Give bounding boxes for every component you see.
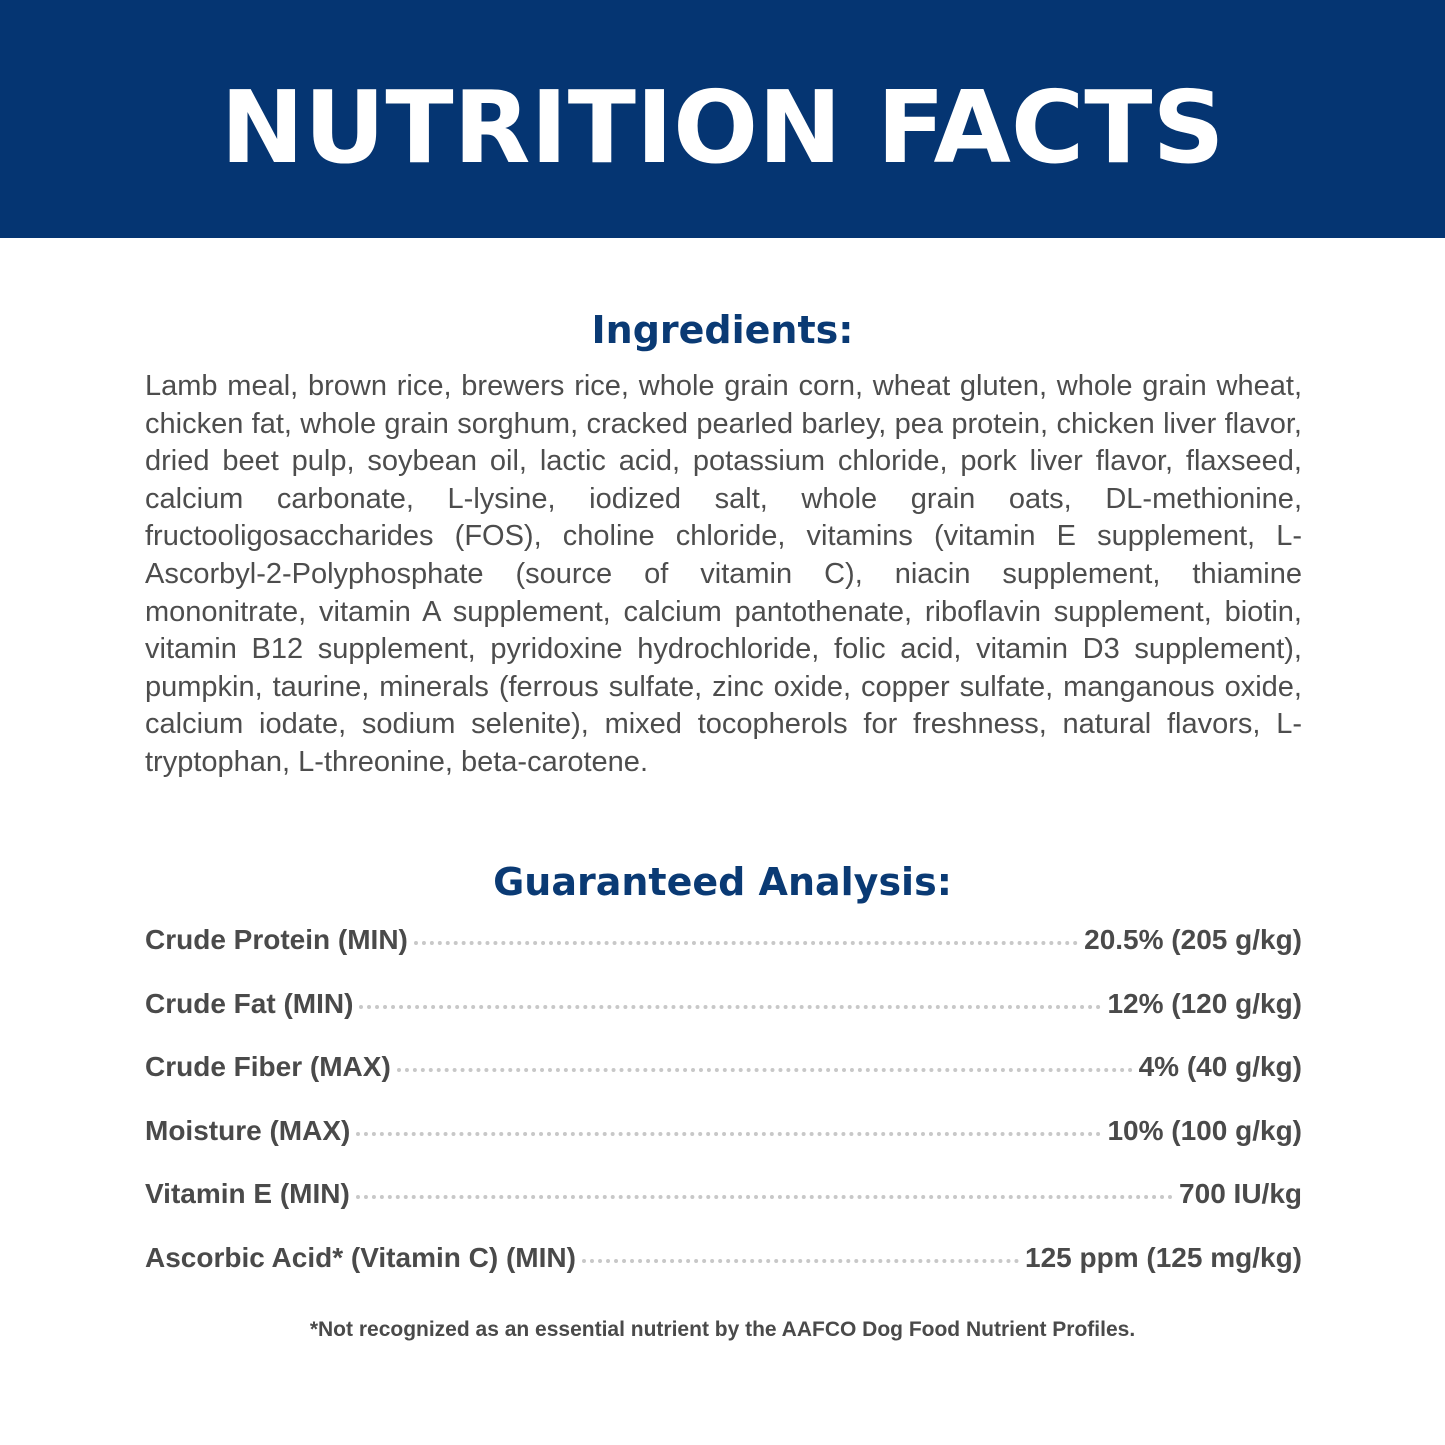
analysis-row-crude-fiber [145, 1051, 1302, 1115]
analysis-label: Moisture (MAX) [145, 1114, 351, 1146]
dot-leader [414, 941, 1078, 945]
analysis-value: 4% (40 g/kg) [1138, 1051, 1302, 1083]
guaranteed-analysis-table [145, 924, 1302, 1306]
guaranteed-analysis-heading: Guaranteed Analysis: [493, 860, 952, 904]
analysis-row-moisture [145, 1115, 1302, 1179]
page-title: NUTRITION FACTS [220, 69, 1225, 186]
dot-leader [397, 1068, 1133, 1072]
analysis-row-ascorbic-acid [145, 1242, 1302, 1306]
dot-leader [356, 1195, 1173, 1199]
analysis-value: 700 IU/kg [1179, 1178, 1302, 1210]
analysis-label: Ascorbic Acid* (Vitamin C) (MIN) [145, 1241, 576, 1273]
footnote: *Not recognized as an essential nutrient by the AAFCO Dog Food Nutrient Profiles. [309, 1318, 1136, 1341]
analysis-value: 20.5% (205 g/kg) [1084, 924, 1302, 955]
analysis-label: Crude Fiber (MAX) [145, 1051, 391, 1083]
analysis-value: 10% (100 g/kg) [1107, 1114, 1302, 1146]
ingredients-heading: Ingredients: [591, 308, 854, 352]
analysis-label: Crude Protein (MIN) [145, 924, 408, 955]
dot-leader [582, 1259, 1019, 1263]
analysis-row-vitamin-e [145, 1178, 1302, 1242]
analysis-row-crude-fat [145, 988, 1302, 1052]
header-banner [0, 0, 1445, 238]
analysis-label: Crude Fat (MIN) [145, 987, 354, 1019]
analysis-value: 125 ppm (125 mg/kg) [1025, 1241, 1302, 1273]
analysis-value: 12% (120 g/kg) [1107, 987, 1302, 1019]
ingredients-list: Lamb meal, brown rice, brewers rice, whole grain corn, wheat gluten, whole grain wheat, chicken fat, whole grain sorghum, cracked pearled barley, pea protein, chicken liver flavor, dried beet pulp, soybean oil, lactic acid, potassium chloride, pork liver flavor, flaxseed, calcium carbonate, L-lysine, iodized salt, whole grain oats, DL-methionine, fructooligosaccharides (FOS), choline chloride, vitamins (vitamin E supplement, L-Ascorbyl-2-Polyphosphate (source of vitamin C), niacin supplement, thiamine mononitrate, vitamin A supplement, calcium pantothenate, riboflavin supplement, biotin, vitamin B12 supplement, pyridoxine hydrochloride, folic acid, vitamin D3 supplement), pumpkin, taurine, minerals (ferrous sulfate, zinc oxide, copper sulfate, manganous oxide, calcium iodate, sodium selenite), mixed tocopherols for freshness, natural flavors, L-tryptophan, L-threonine, beta-carotene. [145, 370, 1302, 778]
analysis-label: Vitamin E (MIN) [145, 1178, 350, 1210]
dot-leader [359, 1005, 1101, 1009]
analysis-row-crude-protein [145, 924, 1302, 988]
dot-leader [356, 1132, 1101, 1136]
